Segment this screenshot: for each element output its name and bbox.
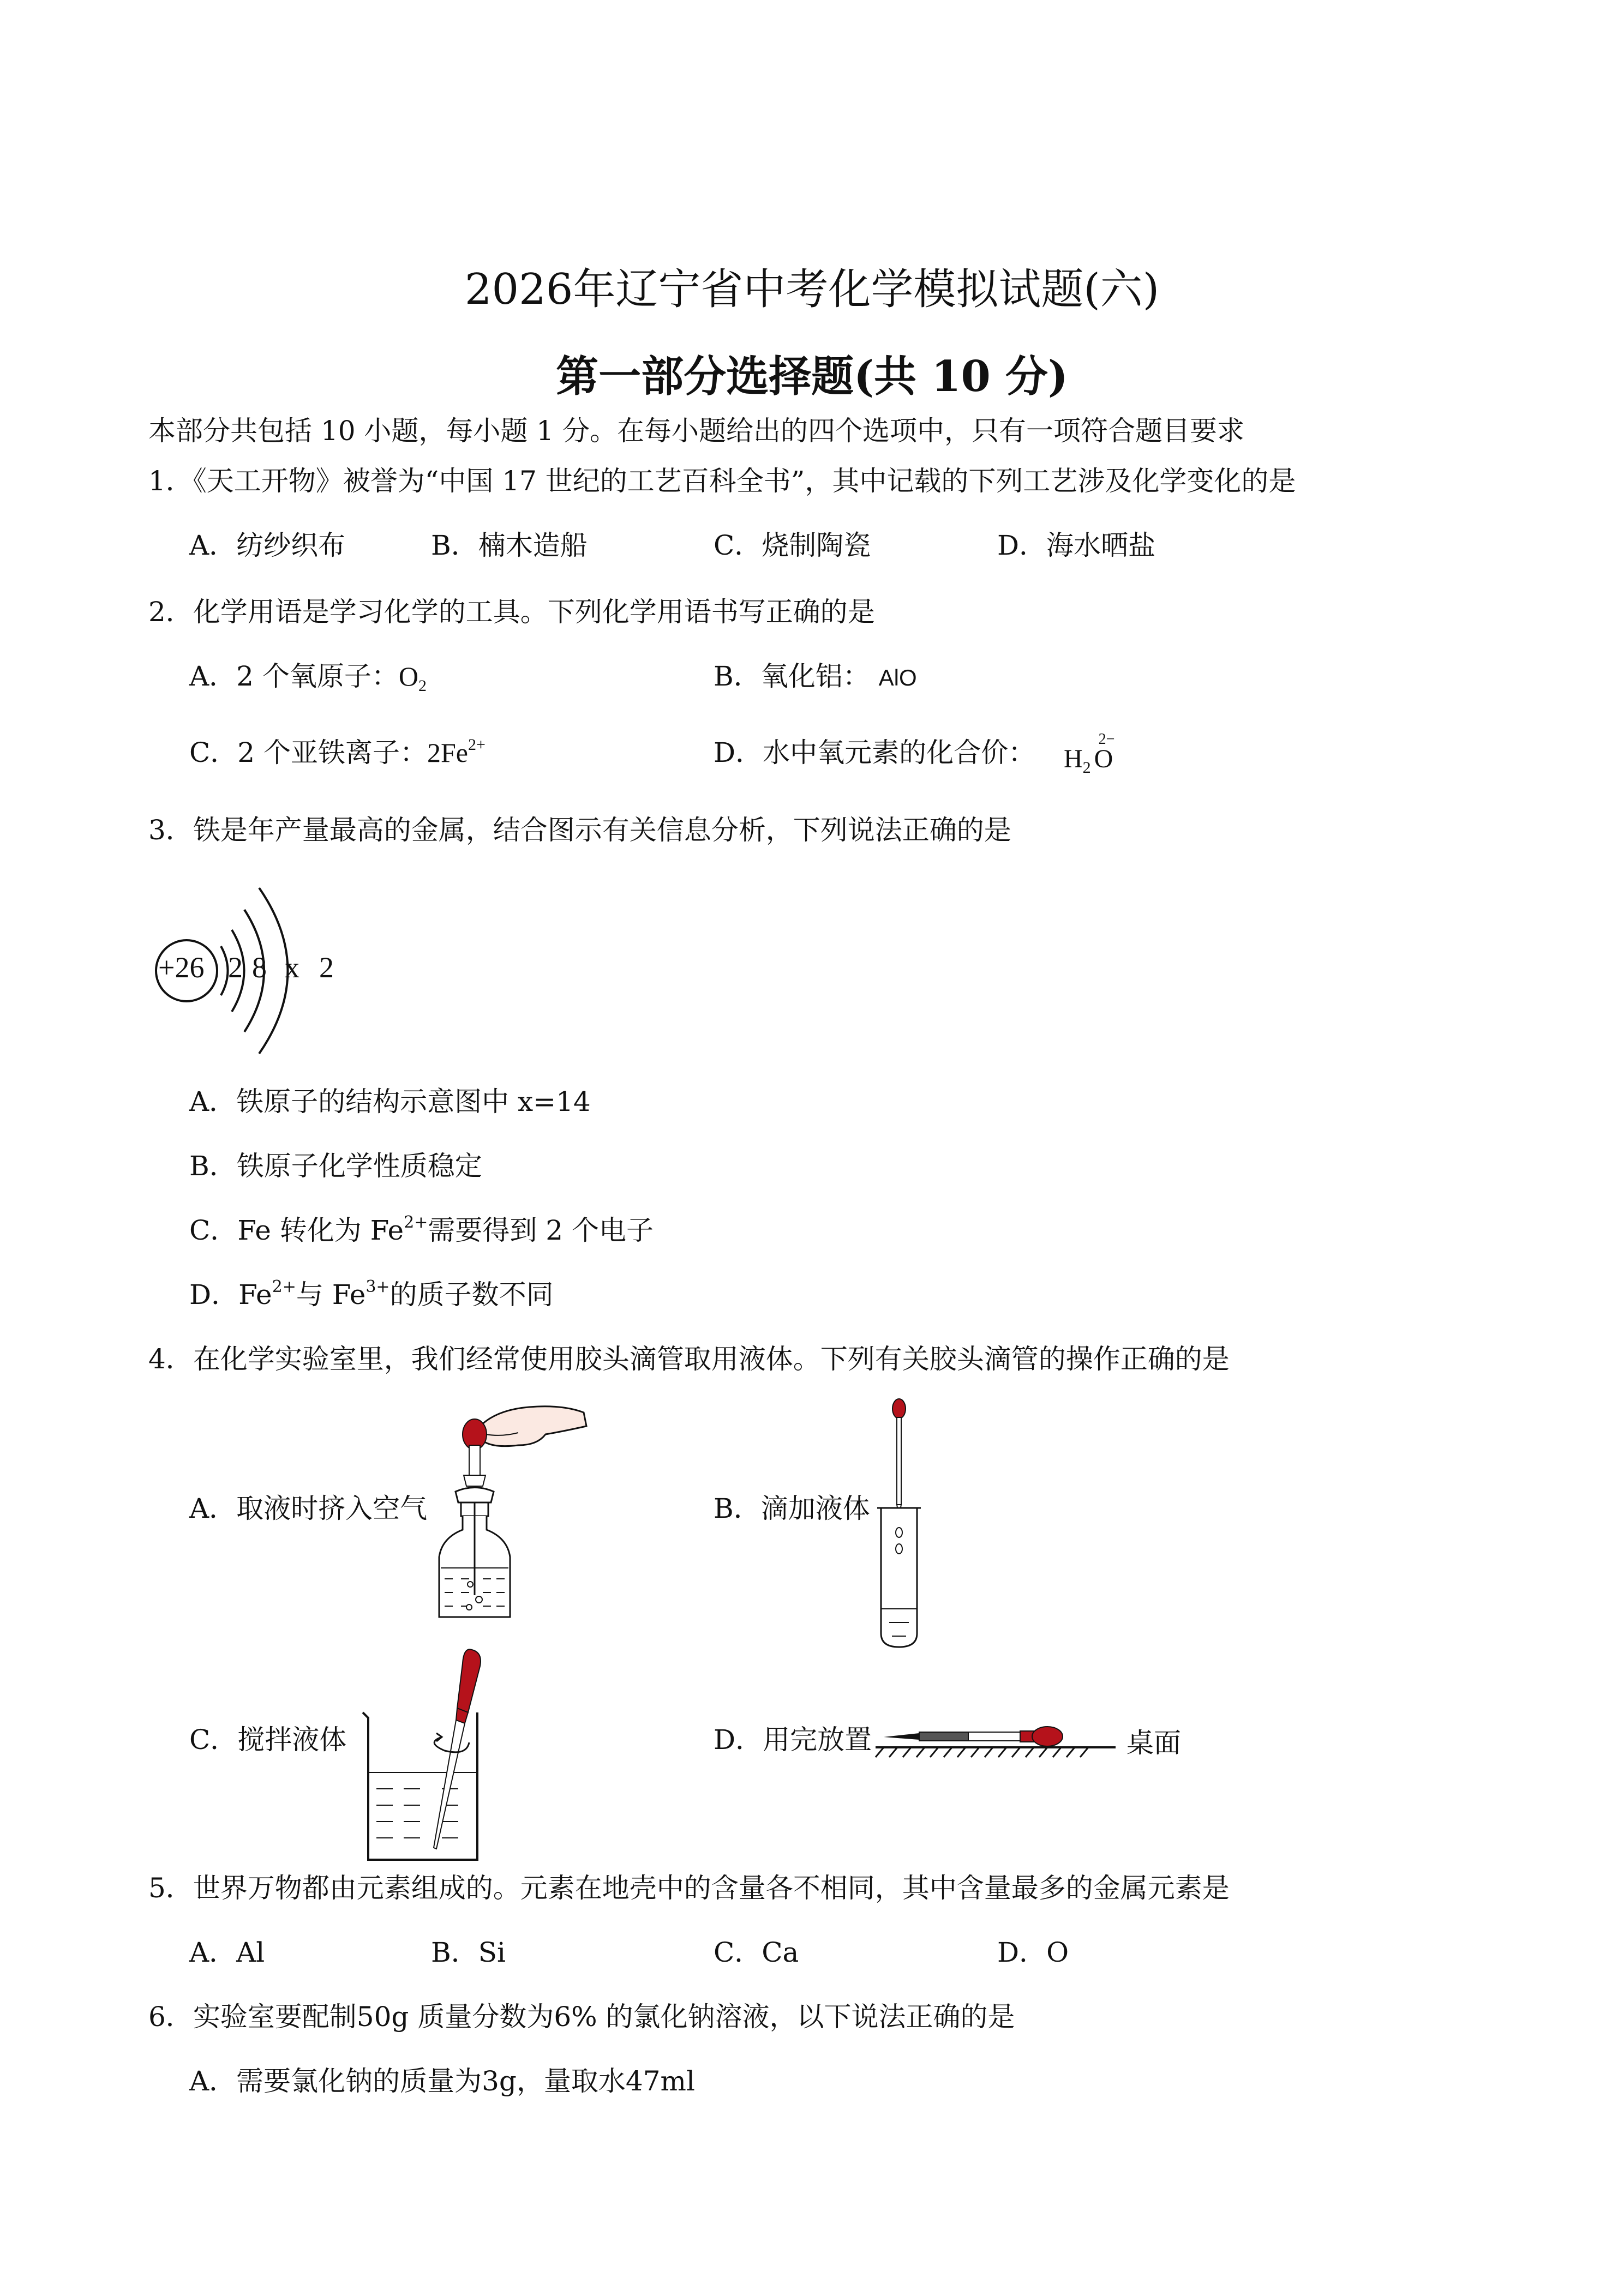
question-3: [148, 814, 1011, 846]
section-title: 第一部分选择题(共 10 分): [556, 352, 1068, 401]
page-title: 2026年辽宁省中考化学模拟试题(六): [464, 265, 1160, 314]
option-letter: C．: [714, 530, 762, 561]
shell-electrons-3: x: [285, 951, 299, 984]
option-letter: A．: [189, 1086, 237, 1117]
option-text: Fe 转化为 Fe: [237, 1215, 404, 1246]
shell-electrons-4: 2: [319, 951, 334, 984]
option-letter: A．: [189, 2065, 237, 2097]
option-text: 2 个氧原子：: [236, 660, 399, 692]
option-letter: C．: [714, 1937, 762, 1968]
dropper-tip: [884, 1733, 919, 1740]
question-stem: 铁是年产量最高的金属，结合图示有关信息分析，下列说法正确的是: [193, 814, 1011, 846]
ion-charge: 2+: [404, 1213, 428, 1232]
option-text: 铁原子化学性质稳定: [236, 1150, 482, 1182]
q4-option-a[interactable]: [189, 1492, 427, 1525]
q1-option-a[interactable]: [189, 529, 345, 562]
option-text: 2 个亚铁离子：: [237, 737, 427, 768]
question-stem: 《天工开物》被誉为“中国 17 世纪的工艺百科全书”，其中记载的下列工艺涉及化学变化的是: [193, 465, 1296, 497]
q3-option-c[interactable]: [189, 1214, 654, 1247]
option-text: 搅拌液体: [237, 1724, 347, 1756]
option-letter: B．: [714, 1493, 761, 1524]
option-letter: A．: [189, 660, 237, 692]
question-number: 4．: [148, 1343, 193, 1375]
question-number: 6．: [148, 2001, 193, 2033]
option-letter: A．: [189, 530, 237, 561]
option-text: 海水晒盐: [1046, 530, 1156, 561]
ion-charge: 2+: [468, 736, 486, 754]
q3-option-b[interactable]: [189, 1150, 482, 1182]
q5-option-b[interactable]: [431, 1936, 506, 1969]
option-text: Si: [478, 1937, 506, 1968]
q6-option-a[interactable]: [189, 2065, 695, 2097]
q4-option-c[interactable]: [189, 1723, 346, 1756]
option-letter: D．: [997, 530, 1047, 561]
q3-option-d[interactable]: [189, 1278, 554, 1311]
q5-option-c[interactable]: [714, 1936, 799, 1969]
question-number: 3．: [148, 814, 193, 846]
q1-option-d[interactable]: [997, 529, 1155, 562]
shell-electrons-1: 2: [228, 951, 243, 984]
dropper-stirring-illustration: [360, 1642, 491, 1865]
formula: 2Fe: [427, 737, 468, 768]
option-letter: A．: [189, 1493, 237, 1524]
dropper-bulb: [457, 1649, 481, 1712]
option-text: 楠木造船: [478, 530, 588, 561]
option-letter: D．: [997, 1937, 1047, 1968]
formula-subscript: 2: [418, 677, 427, 695]
option-letter: B．: [714, 660, 761, 692]
question-6: [148, 2000, 1015, 2033]
option-text: Fe: [238, 1279, 272, 1311]
table-label: 桌面: [1126, 1727, 1181, 1759]
q2-option-c[interactable]: [189, 736, 486, 769]
option-text: 滴加液体: [760, 1493, 870, 1524]
option-letter: B．: [431, 530, 478, 561]
shell-electrons-2: 8: [252, 951, 267, 984]
hand-icon: [478, 1407, 586, 1446]
question-2: [148, 596, 875, 628]
question-5: [148, 1872, 1230, 1904]
q3-option-a[interactable]: [189, 1085, 591, 1118]
question-stem: 在化学实验室里，我们经常使用胶头滴管取用液体。下列有关胶头滴管的操作正确的是: [193, 1343, 1230, 1375]
option-text: 与 Fe: [296, 1279, 366, 1311]
q2-option-a[interactable]: [189, 660, 427, 693]
q1-option-b[interactable]: [431, 529, 588, 562]
dropper-squeeze-air-illustration: [431, 1393, 589, 1622]
question-number: 5．: [148, 1872, 193, 1904]
option-text: 需要氯化钠的质量为3g，量取水47ml: [236, 2065, 695, 2097]
option-letter: C．: [189, 1215, 238, 1246]
option-text: Ca: [762, 1937, 799, 1968]
q2-option-d[interactable]: [714, 736, 1035, 769]
option-text: 用完放置: [763, 1724, 872, 1756]
section-instructions: 本部分共包括 10 小题，每小题 1 分。在每小题给出的四个选项中，只有一项符合题目要求: [148, 415, 1245, 447]
formula-h: H: [1064, 744, 1083, 773]
dropper-adding-liquid-illustration: [873, 1393, 933, 1650]
option-letter: B．: [431, 1937, 478, 1968]
option-letter: B．: [189, 1150, 237, 1182]
formula-subscript: 2: [1082, 759, 1091, 777]
q1-option-c[interactable]: [714, 529, 871, 562]
q5-option-a[interactable]: [189, 1936, 265, 1969]
option-text: 水中氧元素的化合价：: [763, 737, 1036, 768]
question-number: 1．: [148, 465, 193, 497]
q2-option-b[interactable]: [714, 660, 917, 694]
option-text: 烧制陶瓷: [762, 530, 871, 561]
ion-charge: 3+: [365, 1277, 390, 1296]
valence-formula: [1064, 731, 1115, 777]
option-text: O: [1046, 1937, 1069, 1968]
question-stem: 世界万物都由元素组成的。元素在地壳中的含量各不相同，其中含量最多的金属元素是: [193, 1872, 1230, 1904]
option-letter: C．: [189, 1724, 238, 1756]
question-stem: 实验室要配制50g 质量分数为6% 的氯化钠溶液，以下说法正确的是: [193, 2001, 1015, 2033]
option-text: 氧化铝：: [760, 660, 870, 692]
q4-option-d[interactable]: [714, 1723, 872, 1756]
q4-option-b[interactable]: [714, 1492, 870, 1525]
dropper-on-table-illustration: [873, 1723, 1102, 1762]
question-number: 2．: [148, 596, 193, 628]
formula: AlO: [878, 665, 917, 690]
formula: O: [398, 661, 418, 692]
option-text: 铁原子的结构示意图中 x=14: [236, 1086, 591, 1117]
option-letter: D．: [189, 1279, 239, 1311]
option-letter: A．: [189, 1937, 237, 1968]
q5-option-d[interactable]: [997, 1936, 1069, 1969]
ion-charge: 2+: [272, 1277, 296, 1296]
option-text: 的质子数不同: [389, 1279, 554, 1311]
option-letter: D．: [714, 1724, 763, 1756]
dropper-bulb: [1032, 1727, 1063, 1746]
option-letter: C．: [189, 737, 238, 768]
valence-label: 2−: [1098, 731, 1115, 748]
formula-o: O: [1094, 744, 1113, 773]
option-text: 需要得到 2 个电子: [428, 1215, 654, 1246]
option-text: Al: [236, 1937, 265, 1968]
electron-shell-1: [221, 946, 228, 995]
option-letter: D．: [714, 737, 763, 768]
question-4: [148, 1343, 1230, 1375]
option-text: 取液时挤入空气: [236, 1493, 428, 1524]
nucleus-charge: +26: [158, 951, 205, 984]
question-1: [148, 465, 1296, 497]
question-stem: 化学用语是学习化学的工具。下列化学用语书写正确的是: [193, 596, 875, 628]
dropper-bulb: [892, 1399, 906, 1419]
option-text: 纺纱织布: [236, 530, 346, 561]
